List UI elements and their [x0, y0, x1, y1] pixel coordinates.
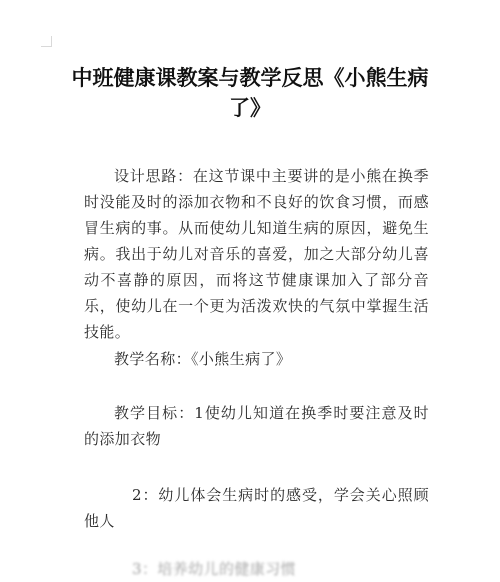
teaching-goal-paragraph-3: 3：培养幼儿的健康习惯 [132, 560, 296, 578]
teaching-goal-paragraph-1: 教学目标：1使幼儿知道在换季时要注意及时的添加衣物 [84, 404, 429, 448]
teaching-goal-paragraph-2: 2：幼儿体会生病时的感受，学会关心照顾他人 [84, 486, 429, 530]
document-title: 中班健康课教案与教学反思《小熊生病了》 [71, 66, 429, 120]
teaching-name-paragraph: 教学名称：《小熊生病了》 [114, 350, 292, 368]
design-paragraph: 设计思路：在这节课中主要讲的是小熊在换季时没能及时的添加衣物和不良好的饮食习惯，而感冒生病的事。从而使幼儿知道生病的原因，避免生病。我出于幼儿对音乐的喜爱，加之大部分幼儿喜动不喜静的原因，而将这节健康课加入了部分音乐，使幼儿在一个更为活泼欢快的气氛中掌握生活技能。 [84, 167, 429, 341]
page-corner-mark [41, 36, 52, 47]
